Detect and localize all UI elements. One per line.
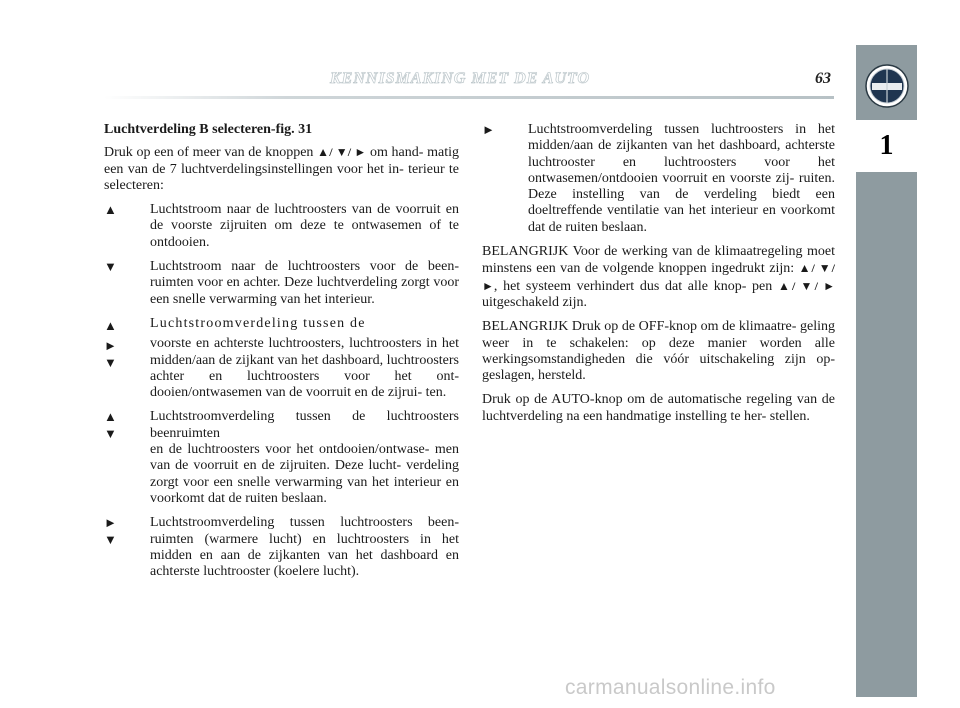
chapter-number: 1 <box>856 120 917 172</box>
arrow-buttons-icon: ▲/ ▼/ ► <box>317 145 367 160</box>
arrow-down-icon: ▼ <box>104 354 117 370</box>
important-paragraph: BELANGRIJK Voor de werking van de klimaatregeling moet minstens een van de volgende knoppen ingedrukt zijn: ▲/ ▼/ ►, het systeem verhindert dus dat alle knop- pen ▲/ ▼/ ► uitgeschakeld zijn. <box>482 244 835 310</box>
page-number: 63 <box>815 70 831 87</box>
page-header-title: KENNISMAKING MET DE AUTO <box>330 70 591 87</box>
list-item: ▼ Luchtstroom naar de luchtroosters voor de been- ruimten voor en achter. Deze luchtverdeling zorgt voor een snelle verwarming van het interieur. <box>104 259 459 307</box>
intro-paragraph: Druk op een of meer van de knoppen ▲/ ▼/ ► om hand- matig een van de 7 luchtverdelingsinstellingen voor het in- terieur te selecteren: <box>104 145 459 193</box>
important-paragraph: BELANGRIJK Druk op de OFF-knop om de klimaatre- geling weer in te schakelen: op deze manier worden alle werkingsomstandigheden die vóór uitschakeling zijn op- geslagen, hersteld. <box>482 319 835 384</box>
arrow-up-icon: ▲ <box>104 409 117 425</box>
list-item: ► Luchtstroomverdeling tussen luchtroosters in het midden/aan de zijkanten van het dashboard, achterste luchtrooster en luchtroosters voor het ontwasemen/ontdooien voorruit en voorste zij- ruiten. Deze instelling van de verdeling biedt een doeltreffende ventilatie van het interieur en voorkomt dat de ruiten beslaan. <box>482 122 835 235</box>
arrow-down-icon: ▼ <box>104 425 117 441</box>
arrow-up-icon: ▲ <box>104 202 117 218</box>
header-rule <box>104 96 834 99</box>
arrow-down-icon: ▼ <box>104 531 117 547</box>
auto-paragraph: Druk op de AUTO-knop om de automatische regeling van de luchtverdeling na een handmatige instelling te her- stellen. <box>482 392 835 424</box>
arrow-down-icon: ▼ <box>104 259 117 275</box>
list-item: ▲ Luchtstroom naar de luchtroosters van de voorruit en de voorste zijruiten om deze te ontwasemen of te ontdooien. <box>104 202 459 250</box>
watermark: carmanualsonline.info <box>565 676 776 699</box>
arrow-buttons-icon: ▲/ ▼/ ► <box>777 278 835 293</box>
arrow-right-icon: ► <box>104 338 117 354</box>
arrow-right-icon: ► <box>104 515 117 531</box>
section-heading: Luchtverdeling B selecteren-fig. 31 <box>104 122 313 137</box>
arrow-up-icon: ▲ <box>104 317 117 333</box>
left-column <box>104 122 459 588</box>
list-item: ▲ ► ▼ Luchtstroomverdeling tussen de voorste en achterste luchtroosters, luchtroosters in het midden/aan de zijkant van het dashboard, luchtroosters achter en luchtroosters voor het ont- dooien/ontwasemen van de voorruit en de zijrui- ten. <box>104 315 459 401</box>
lancia-logo-icon <box>862 62 912 110</box>
arrow-buttons-icon: ▲/ ▼/ ► <box>482 261 835 293</box>
list-item: ▲ ▼ Luchtstroomverdeling tussen de luchtroosters beenruimten en de luchtroosters voor het ontdooien/ontwase- men van de voorruit en de zijruiten. Deze lucht- verdeling zorgt voor een snelle verwarming van het interieur en voorkomt dat de ruiten beslaan. <box>104 409 459 506</box>
list-item: ► ▼ Luchtstroomverdeling tussen luchtroosters been- ruimten (warmere lucht) en luchtroosters in het midden en aan de zijkanten van het dashboard en achterste luchtrooster (koelere lucht). <box>104 515 459 580</box>
arrow-right-icon: ► <box>482 122 495 137</box>
right-column <box>482 122 835 433</box>
